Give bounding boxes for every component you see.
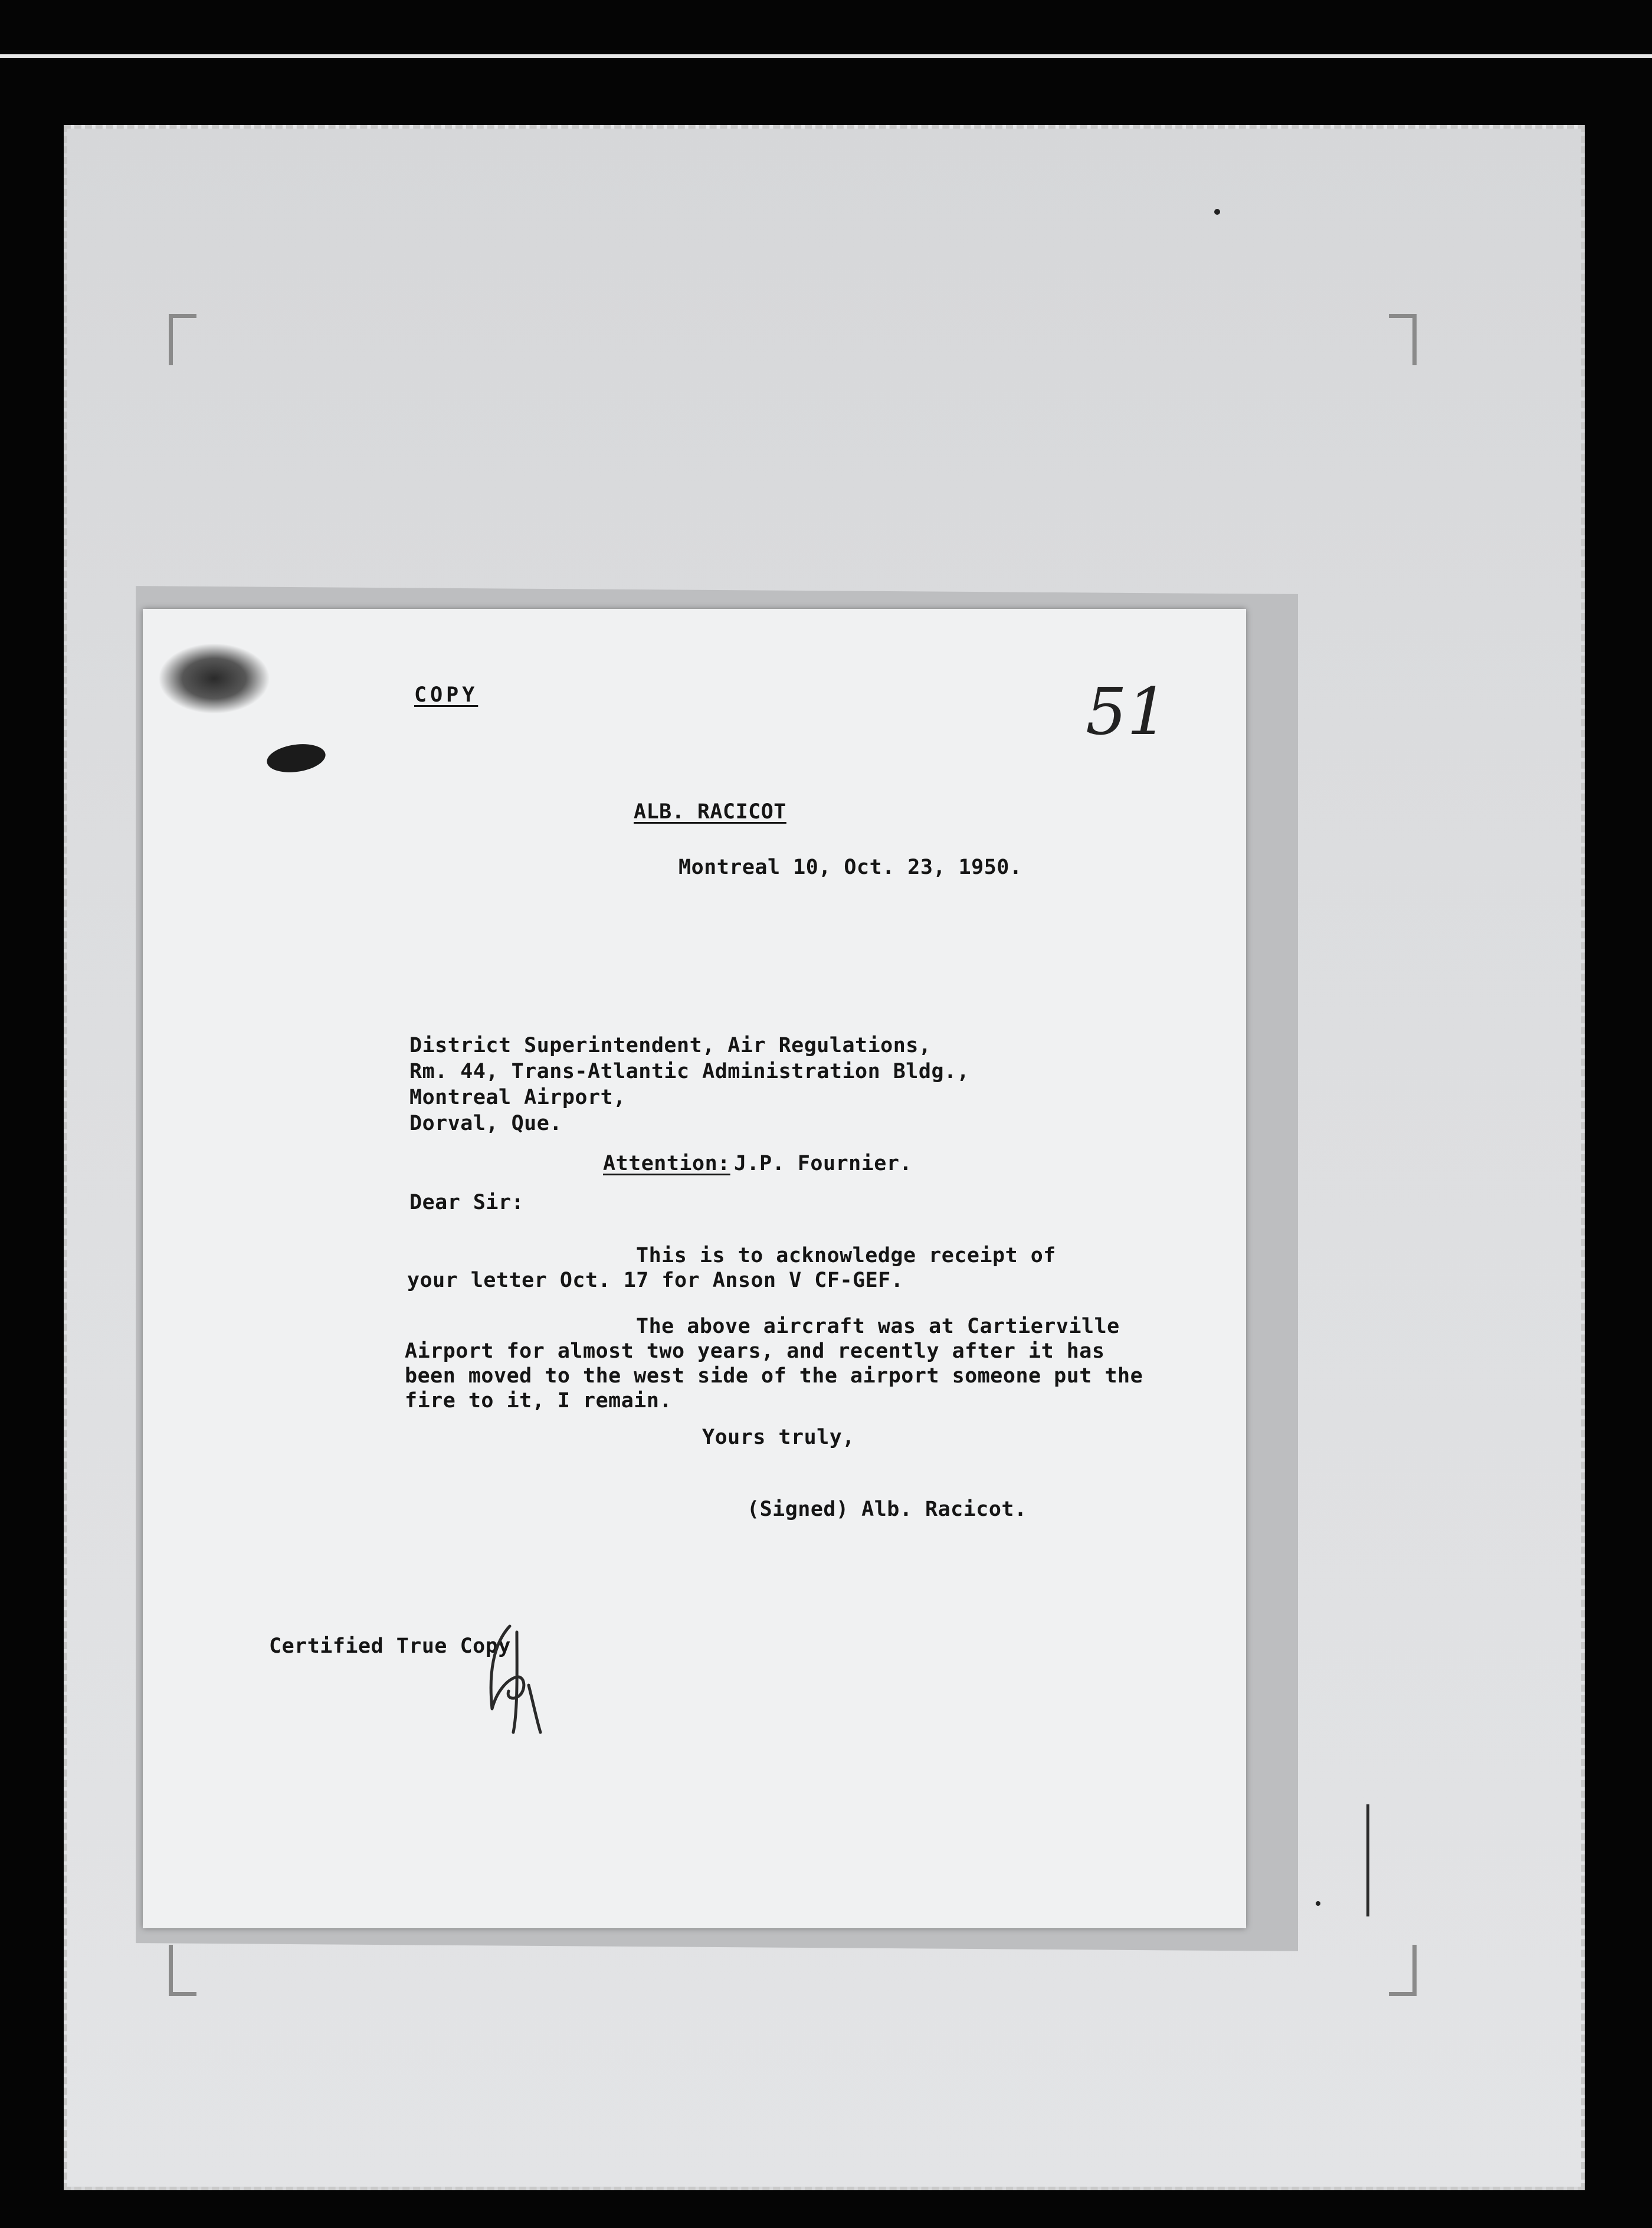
film-edge-rule (0, 54, 1652, 58)
paragraph2-line-3: been moved to the west side of the airport someone put the (405, 1364, 1143, 1388)
copy-mark: COPY (414, 683, 478, 707)
initials-signature (476, 1620, 552, 1738)
dateline: Montreal 10, Oct. 23, 1950. (678, 856, 1022, 879)
crop-mark-top-right (1389, 314, 1417, 365)
paragraph1-line-2: your letter Oct. 17 for Anson V CF-GEF. (407, 1269, 904, 1292)
certification-label: Certified True Copy (269, 1634, 511, 1658)
attention-name: J.P. Fournier. (734, 1152, 913, 1175)
attention-label: Attention: (603, 1152, 730, 1175)
torn-corner (158, 643, 270, 714)
speck (1214, 209, 1220, 215)
recipient-line-2: Rm. 44, Trans-Atlantic Administration Bldg., (409, 1060, 970, 1083)
crop-mark-bottom-left (169, 1945, 196, 1996)
paragraph2-line-2: Airport for almost two years, and recently after it has (405, 1339, 1105, 1363)
margin-line (1366, 1804, 1369, 1916)
recipient-line-4: Dorval, Que. (409, 1112, 562, 1135)
crop-mark-bottom-right (1389, 1945, 1417, 1996)
page-number: 51 (1086, 674, 1168, 749)
recipient-line-1: District Superintendent, Air Regulations, (409, 1034, 932, 1057)
recipient-line-3: Montreal Airport, (409, 1086, 626, 1109)
speck (1316, 1901, 1320, 1906)
paragraph2-line-4: fire to it, I remain. (405, 1389, 673, 1413)
salutation: Dear Sir: (409, 1191, 525, 1214)
signature-line: (Signed) Alb. Racicot. (747, 1498, 1027, 1521)
letterhead-name: ALB. RACICOT (634, 800, 786, 824)
crop-mark-top-left (169, 314, 196, 365)
paragraph2-line-1: The above aircraft was at Cartierville (636, 1315, 1120, 1338)
paragraph1-line-1: This is to acknowledge receipt of (636, 1244, 1056, 1267)
closing: Yours truly, (702, 1426, 855, 1449)
